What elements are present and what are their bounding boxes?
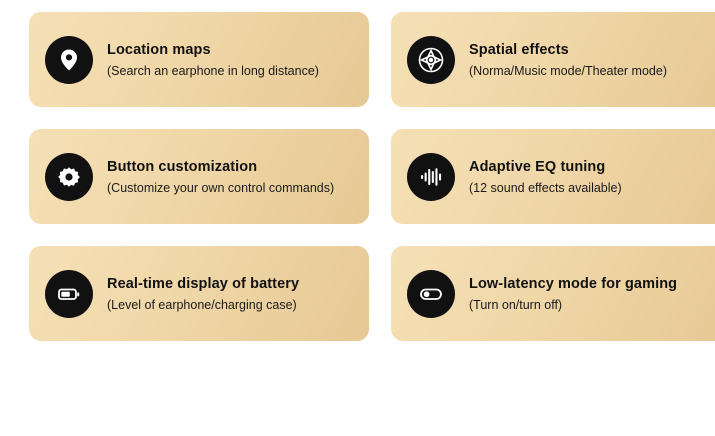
feature-title: Low-latency mode for gaming bbox=[469, 276, 678, 293]
feature-text bbox=[469, 273, 677, 313]
feature-text bbox=[107, 156, 334, 196]
feature-text bbox=[107, 273, 299, 313]
feature-title: Location maps bbox=[107, 42, 211, 59]
feature-card-button-customization[interactable] bbox=[29, 129, 369, 224]
feature-subtitle: (Norma/Music mode/Theater mode) bbox=[469, 64, 667, 79]
feature-subtitle: (Level of earphone/charging case) bbox=[107, 298, 297, 313]
feature-title: Button customization bbox=[107, 159, 258, 176]
spatial-effects-icon bbox=[407, 36, 455, 84]
feature-subtitle: (Search an earphone in long distance) bbox=[107, 64, 319, 79]
feature-card-location-maps[interactable] bbox=[29, 12, 369, 107]
feature-card-battery-display[interactable] bbox=[29, 246, 369, 341]
gear-icon bbox=[45, 153, 93, 201]
feature-subtitle: (Customize your own control commands) bbox=[107, 181, 335, 196]
feature-title: Spatial effects bbox=[469, 42, 569, 59]
feature-text bbox=[107, 39, 319, 79]
feature-card-adaptive-eq-tuning[interactable] bbox=[391, 129, 715, 224]
feature-card-low-latency-mode[interactable] bbox=[391, 246, 715, 341]
feature-subtitle: (Turn on/turn off) bbox=[469, 298, 563, 313]
toggle-switch-icon bbox=[407, 270, 455, 318]
equalizer-icon bbox=[407, 153, 455, 201]
feature-text bbox=[469, 39, 667, 79]
feature-title: Adaptive EQ tuning bbox=[469, 159, 606, 176]
location-pin-icon bbox=[45, 36, 93, 84]
feature-subtitle: (12 sound effects available) bbox=[469, 181, 622, 196]
feature-text bbox=[469, 156, 622, 196]
battery-icon bbox=[45, 270, 93, 318]
feature-card-spatial-effects[interactable] bbox=[391, 12, 715, 107]
feature-title: Real-time display of battery bbox=[107, 276, 300, 293]
